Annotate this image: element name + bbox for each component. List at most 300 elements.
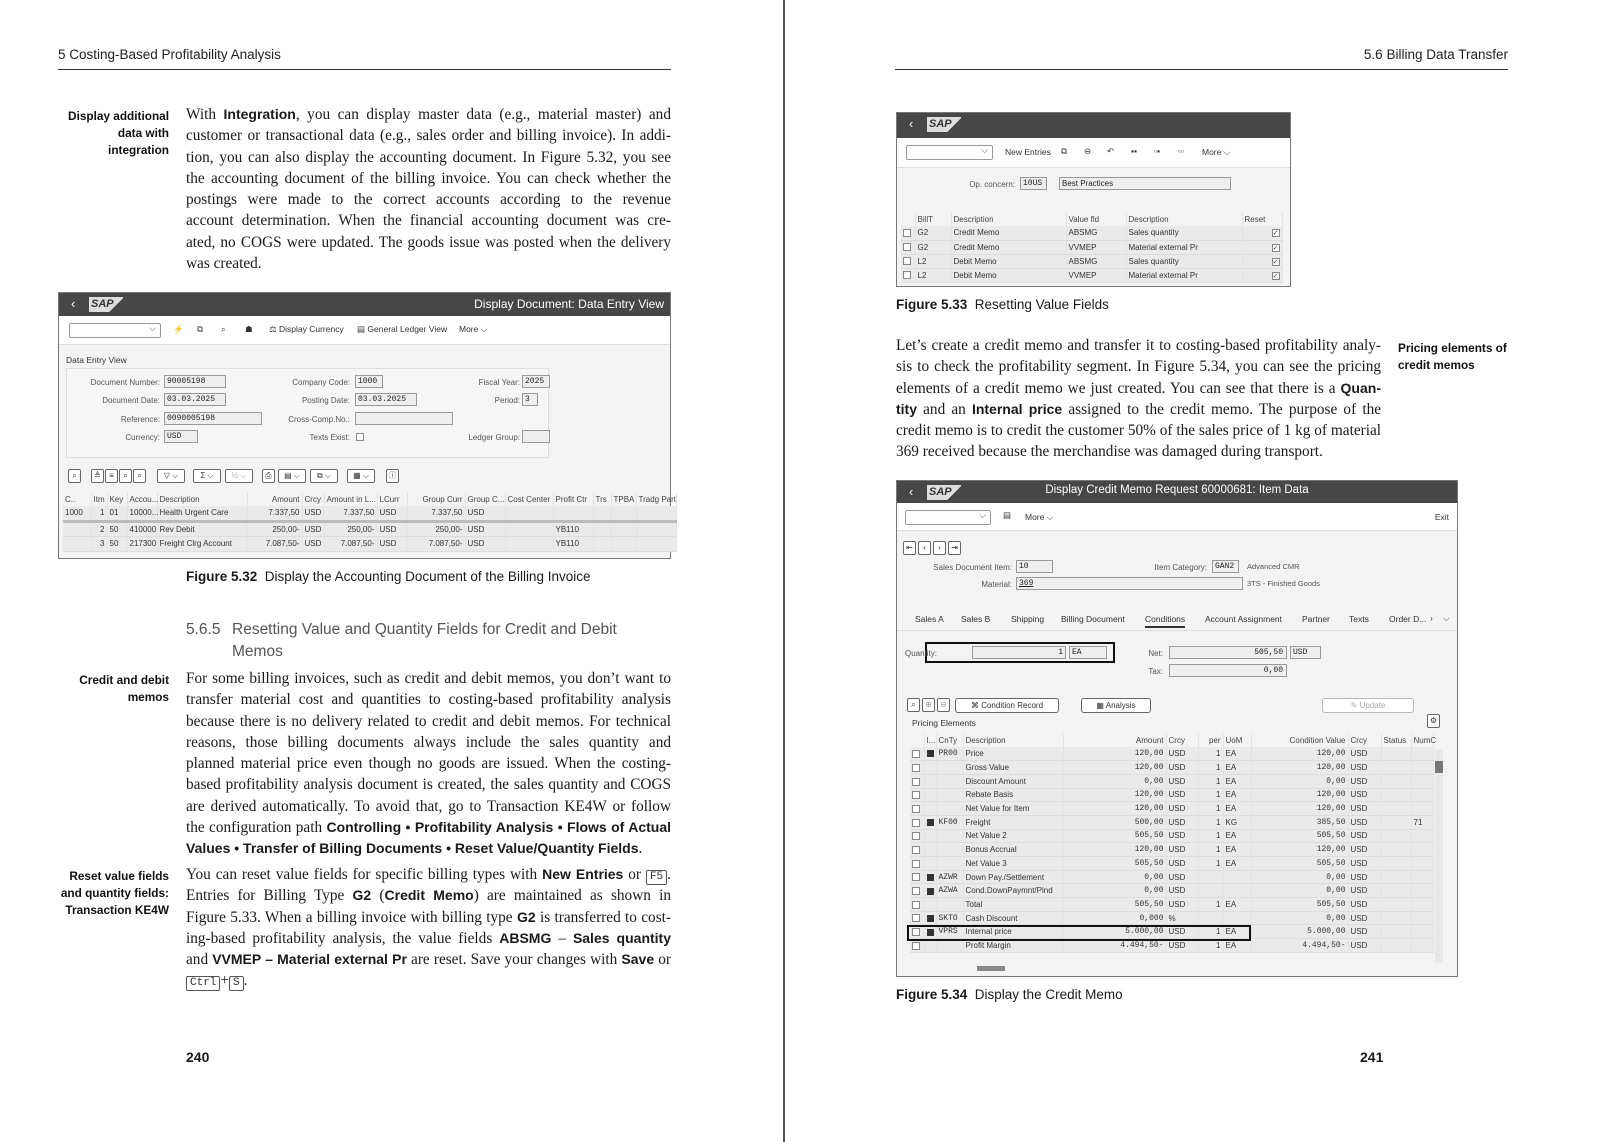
checkbox[interactable] — [912, 860, 920, 868]
net-value-field[interactable]: 505,50 — [1169, 646, 1287, 659]
table-row[interactable] — [910, 884, 1433, 898]
column-header[interactable]: Profit Ctr — [553, 493, 593, 506]
page-number-right: 241 — [1360, 1049, 1384, 1065]
column-header[interactable]: Crcy — [1348, 734, 1381, 747]
table-cell: Sales quantity — [1126, 254, 1242, 268]
reset-value-fields-table — [901, 213, 1283, 283]
table-row[interactable] — [63, 506, 676, 521]
sap-logo: SAP — [927, 117, 961, 132]
tab-partner[interactable]: Partner — [1302, 614, 1330, 624]
table-cell: PR00 — [936, 747, 963, 761]
table-cell: Net Value 2 — [963, 829, 1063, 843]
sales-document-item-field[interactable]: 10 — [1016, 560, 1053, 573]
table-cell: 120,00 — [1251, 843, 1348, 857]
table-cell — [505, 506, 553, 521]
table-cell — [1381, 761, 1411, 775]
column-header[interactable]: Description — [951, 213, 1066, 226]
table-row[interactable] — [910, 829, 1433, 843]
table-cell — [1411, 911, 1433, 925]
settings-icon[interactable]: ⚙ — [1427, 714, 1440, 728]
reset-checkbox-cell[interactable] — [1242, 254, 1282, 268]
checkbox[interactable] — [903, 257, 911, 265]
figure-5-33-screenshot — [896, 112, 1291, 287]
column-header[interactable]: UoM — [1223, 734, 1251, 747]
period-field[interactable]: 3 — [522, 393, 538, 406]
text-run: based profitability analysis document is created, the sales quantity and COGS — [186, 776, 671, 794]
square-icon — [927, 888, 934, 895]
text-line — [186, 732, 671, 753]
reset-checkbox-cell[interactable] — [1242, 240, 1282, 254]
margin-note-credit-debit — [40, 672, 169, 706]
reset-checkbox-checked[interactable]: ✓ — [1272, 230, 1279, 238]
checkbox[interactable] — [912, 873, 920, 881]
table-row[interactable] — [910, 788, 1433, 802]
table-cell — [936, 774, 963, 788]
condition-record-button[interactable]: ⌘ Condition Record — [955, 698, 1059, 713]
table-cell: 10000... — [127, 506, 157, 521]
table-cell: Credit Memo — [951, 240, 1066, 254]
cross-comp-field[interactable] — [355, 412, 453, 425]
display-currency-button[interactable]: ⚖ Display Currency — [269, 324, 344, 334]
text-run: sis to check the profitability segment. In Figure 5.34, you can see the pricing — [896, 358, 1381, 376]
table-cell: Bonus Accrual — [963, 843, 1063, 857]
toolbar-icon-2[interactable]: ⧉ — [197, 324, 204, 334]
note-line: and quantity fields: — [60, 886, 169, 900]
op-concern-field[interactable]: 10US — [1020, 177, 1047, 190]
document-date-field[interactable]: 03.03.2025 — [164, 393, 226, 406]
row-select-checkbox[interactable] — [910, 761, 924, 775]
info-icon[interactable]: ⓘ — [386, 469, 399, 483]
first-item-icon[interactable]: ⇤ — [903, 541, 916, 555]
save-icon[interactable]: ▤ — [1003, 510, 1012, 520]
tab-scroll-right-icon[interactable]: › — [1430, 613, 1433, 623]
ledger-group-field[interactable] — [522, 430, 550, 443]
column-header[interactable]: Amount — [247, 493, 302, 506]
column-header[interactable] — [910, 734, 924, 747]
header-rule — [895, 69, 1508, 70]
table-cell — [1411, 884, 1433, 898]
checkbox[interactable] — [912, 846, 920, 854]
back-icon[interactable]: ‹ — [909, 484, 914, 499]
bold-term: tity — [896, 400, 917, 417]
posting-date-field[interactable]: 03.03.2025 — [355, 393, 417, 406]
more-menu[interactable]: More ⌵ — [1202, 147, 1231, 157]
filter-icon[interactable]: ▽ ⌵ — [157, 469, 185, 483]
tax-field[interactable]: 0,00 — [1169, 664, 1287, 677]
column-header[interactable]: Description — [963, 734, 1063, 747]
figure-5-32-caption — [186, 569, 590, 584]
table-row[interactable] — [901, 240, 1282, 254]
table-cell — [505, 521, 553, 536]
text-run: You can reset value fields for specific billing types with — [186, 866, 543, 883]
next-item-icon[interactable]: › — [933, 541, 946, 555]
table-row[interactable] — [901, 268, 1282, 282]
column-header[interactable]: Reset — [1242, 213, 1282, 226]
column-header[interactable]: Status — [1381, 734, 1411, 747]
button-label: Condition Record — [981, 701, 1044, 710]
table-cell: 505,50 — [1251, 898, 1348, 912]
tab-account-assignment[interactable]: Account Assignment — [1205, 614, 1283, 624]
new-entries-button[interactable]: New Entries — [1005, 147, 1051, 157]
row-select-checkbox[interactable] — [910, 898, 924, 912]
checkbox[interactable] — [903, 243, 911, 251]
row-select-checkbox[interactable] — [901, 268, 915, 282]
column-header[interactable]: Condition Value — [1251, 734, 1348, 747]
checkbox[interactable] — [912, 764, 920, 772]
text-line — [186, 970, 671, 991]
checkbox[interactable] — [912, 914, 920, 922]
net-currency-field[interactable]: USD — [1290, 646, 1321, 659]
table-cell: 1 — [91, 506, 107, 521]
row-select-checkbox[interactable] — [910, 884, 924, 898]
label: Tax: — [1148, 667, 1163, 676]
column-header[interactable]: I... — [924, 734, 936, 747]
item-category-description: Advanced CMR — [1247, 562, 1300, 571]
pricing-elements-table — [910, 734, 1437, 953]
table-cell: USD — [1348, 774, 1381, 788]
condition-indicator-icon — [924, 884, 936, 898]
checkbox[interactable] — [903, 229, 911, 237]
reference-field[interactable]: 0090005198 — [164, 412, 262, 425]
table-cell: 7.337,50 — [324, 506, 377, 521]
copy-icon[interactable]: ⧉ — [1061, 146, 1068, 156]
document-number-field[interactable]: 90005198 — [164, 375, 226, 388]
reset-checkbox-checked[interactable]: ✓ — [1272, 258, 1279, 266]
search-icon[interactable]: ⌕ — [221, 324, 226, 334]
find-icon[interactable]: ⌕ — [119, 469, 132, 483]
reset-checkbox-checked[interactable]: ✓ — [1272, 272, 1279, 280]
table-cell: G2 — [915, 240, 951, 254]
table-row[interactable] — [63, 521, 676, 536]
checkbox[interactable] — [912, 901, 920, 909]
table-cell: Sales quantity — [1126, 226, 1242, 240]
table-row[interactable] — [910, 802, 1433, 816]
tab-sales-a[interactable]: Sales A — [915, 614, 944, 624]
column-header[interactable]: Accou... — [127, 493, 157, 506]
table-cell: SKTO — [936, 911, 963, 925]
checkbox[interactable] — [912, 750, 920, 758]
quantity-field[interactable]: 1 — [972, 646, 1066, 659]
row-select-checkbox[interactable] — [910, 774, 924, 788]
text-run: , you can display master data (e.g., material master) and — [295, 106, 671, 123]
deselect-all-icon[interactable]: ▫▫ — [1178, 146, 1185, 156]
table-cell: 120,00 — [1063, 843, 1166, 857]
row-select-checkbox[interactable] — [901, 254, 915, 268]
column-header[interactable]: per — [1198, 734, 1223, 747]
keyboard-key: F5 — [646, 870, 667, 885]
column-header[interactable]: Group C... — [465, 493, 505, 506]
table-cell: USD — [1166, 925, 1198, 939]
row-select-checkbox[interactable] — [910, 802, 924, 816]
checkbox[interactable] — [912, 819, 920, 827]
column-header[interactable]: Amount in L... — [324, 493, 377, 506]
table-cell: 120,00 — [1063, 747, 1166, 761]
tab-order-d-[interactable]: Order D... — [1389, 614, 1427, 624]
label: Ledger Group: — [468, 433, 520, 442]
column-header[interactable]: Description — [1126, 213, 1242, 226]
table-row[interactable] — [910, 843, 1433, 857]
subtotal-icon[interactable]: ½ ⌵ — [225, 469, 253, 483]
print-icon[interactable]: ⎙ — [262, 469, 275, 483]
table-row[interactable] — [910, 815, 1433, 829]
header-row — [63, 493, 676, 506]
figure-5-34-caption — [896, 987, 1123, 1002]
table-row[interactable] — [910, 898, 1433, 912]
text-line — [186, 949, 671, 970]
text-line — [896, 356, 1381, 377]
text-run: or — [623, 866, 646, 883]
text-line — [186, 711, 671, 732]
table-cell: VVMEP — [1066, 240, 1126, 254]
table-row[interactable] — [910, 774, 1433, 788]
button-label: Update — [1359, 701, 1386, 710]
column-header[interactable]: NumC — [1411, 734, 1433, 747]
note-line: Transaction KE4W — [65, 903, 169, 917]
table-cell: 0,00 — [1251, 911, 1348, 925]
condition-indicator-icon — [924, 870, 936, 884]
text-line — [896, 420, 1381, 441]
table-cell: USD — [1348, 747, 1381, 761]
column-header[interactable]: Crcy — [302, 493, 324, 506]
table-cell: AZWA — [936, 884, 963, 898]
table-row[interactable] — [910, 747, 1433, 761]
column-header[interactable]: Description — [157, 493, 247, 506]
column-header[interactable]: Key — [107, 493, 127, 506]
keyboard-key: S — [229, 976, 244, 991]
text-run: because there is no delivery related to credit and debit memos. For technical — [186, 712, 671, 730]
export-icon[interactable]: ▤ ⌵ — [278, 469, 306, 483]
table-cell — [636, 536, 676, 551]
fiscal-year-field[interactable]: 2025 — [522, 375, 550, 388]
table-cell: USD — [1348, 815, 1381, 829]
column-header[interactable]: Itm — [91, 493, 107, 506]
table-cell: 0,00 — [1251, 774, 1348, 788]
find-next-icon[interactable]: ⌕ — [133, 469, 146, 483]
layout-icon[interactable]: ⧉ ⌵ — [310, 469, 338, 483]
text-run: Figure 5.33. When a billing invoice with billing type — [186, 908, 517, 926]
texts-exist-checkbox[interactable] — [356, 433, 364, 441]
more-menu[interactable]: More ⌵ — [1025, 512, 1054, 522]
column-header[interactable]: Value fld — [1066, 213, 1126, 226]
toolbar-icon-1[interactable]: ⚡ — [173, 324, 184, 334]
vertical-scrollbar[interactable] — [1435, 749, 1443, 963]
column-header[interactable]: TPBA — [611, 493, 636, 506]
table-cell: G2 — [915, 226, 951, 240]
update-button[interactable]: ✎ Update — [1322, 698, 1414, 713]
checkbox[interactable] — [912, 887, 920, 895]
table-cell: 5.000,00 — [1251, 925, 1348, 939]
quantity-unit-field[interactable]: EA — [1069, 646, 1107, 659]
text-run: or — [654, 951, 671, 969]
column-header[interactable]: LCurr — [377, 493, 407, 506]
table-cell: USD — [1348, 884, 1381, 898]
square-icon — [927, 915, 934, 922]
row-select-checkbox[interactable] — [910, 911, 924, 925]
zoom-icon[interactable]: ⌕ — [907, 698, 920, 712]
row-select-checkbox[interactable] — [910, 815, 924, 829]
more-menu[interactable]: More ⌵ — [459, 324, 488, 334]
select-block-icon[interactable]: ▫▪ — [1154, 146, 1161, 156]
table-cell — [924, 774, 936, 788]
table-row[interactable] — [910, 761, 1433, 775]
row-select-checkbox[interactable] — [910, 870, 924, 884]
table-header — [910, 734, 1437, 747]
checkbox[interactable] — [912, 805, 920, 813]
column-header[interactable]: Group Curr — [407, 493, 465, 506]
table-cell: 1 — [1198, 925, 1223, 939]
table-cell: 385,50 — [1251, 815, 1348, 829]
column-header[interactable] — [901, 213, 915, 226]
horizontal-scrollbar[interactable] — [977, 966, 1005, 971]
table-cell: Price — [963, 747, 1063, 761]
table-cell — [1381, 747, 1411, 761]
table-cell: USD — [302, 506, 324, 521]
table-cell — [924, 898, 936, 912]
column-header[interactable]: C.. — [63, 493, 91, 506]
note-line: integration — [108, 143, 169, 157]
general-ledger-view-button[interactable]: ▤ General Ledger View — [357, 324, 448, 334]
table-cell — [1381, 925, 1411, 939]
column-header[interactable]: Trs — [593, 493, 611, 506]
undo-icon[interactable]: ↶ — [1107, 146, 1115, 156]
table-cell: USD — [377, 536, 407, 551]
text-run: and an — [917, 400, 972, 418]
exit-button[interactable]: Exit — [1434, 512, 1449, 522]
table-cell: 50 — [107, 521, 127, 536]
prev-item-icon[interactable]: ‹ — [918, 541, 931, 555]
row-select-checkbox[interactable] — [910, 747, 924, 761]
command-dropdown[interactable] — [905, 510, 991, 525]
details-icon[interactable]: ⌕ — [68, 469, 81, 483]
last-item-icon[interactable]: ⇥ — [948, 541, 961, 555]
table-cell: Rebate Basis — [963, 788, 1063, 802]
tab-conditions[interactable]: Conditions — [1145, 614, 1185, 628]
table-cell — [924, 829, 936, 843]
row-select-checkbox[interactable] — [901, 240, 915, 254]
table-row[interactable] — [901, 226, 1282, 240]
row-select-checkbox[interactable] — [910, 829, 924, 843]
delete-icon[interactable]: ⊖ — [1084, 146, 1092, 156]
table-cell: 7.087,50- — [247, 536, 302, 551]
tab-list-chevron-icon[interactable]: ⌵ — [1443, 613, 1450, 623]
currency-field[interactable]: USD — [164, 430, 198, 443]
sap-logo: SAP — [89, 297, 123, 312]
tab-billing-document[interactable]: Billing Document — [1061, 614, 1125, 624]
text-line — [896, 399, 1381, 420]
text-run: Entries for Billing Type — [186, 887, 353, 905]
command-dropdown[interactable] — [906, 145, 993, 160]
table-cell: EA — [1223, 939, 1251, 953]
table-row[interactable] — [63, 536, 676, 551]
tab-texts[interactable]: Texts — [1349, 614, 1369, 624]
bold-term: Integration — [223, 106, 296, 122]
reset-checkbox-cell[interactable] — [1242, 226, 1282, 240]
tab-shipping[interactable]: Shipping — [1011, 614, 1045, 624]
figure-5-34-screenshot — [896, 480, 1458, 977]
material-field[interactable]: 369 — [1016, 577, 1243, 590]
row-select-checkbox[interactable] — [901, 226, 915, 240]
table-cell — [1411, 761, 1433, 775]
company-code-field[interactable]: 1000 — [355, 375, 383, 388]
row-select-checkbox[interactable] — [910, 788, 924, 802]
command-dropdown[interactable] — [69, 323, 161, 338]
margin-note-reset — [40, 868, 169, 919]
back-icon[interactable]: ‹ — [71, 296, 76, 311]
table-cell — [1411, 802, 1433, 816]
table-cell: YB110 — [553, 536, 593, 551]
checkbox[interactable] — [912, 791, 920, 799]
text-run: . — [243, 972, 248, 990]
table-cell: Rev Debit — [157, 521, 247, 536]
margin-note-pricing — [1398, 340, 1528, 374]
reset-checkbox-cell[interactable] — [1242, 268, 1282, 282]
checkbox[interactable] — [912, 778, 920, 786]
note-line: credit memos — [1398, 358, 1475, 372]
table-cell: 1000 — [63, 506, 91, 521]
table-cell: KG — [1223, 815, 1251, 829]
table-row[interactable] — [901, 254, 1282, 268]
sort-desc-icon[interactable]: ≡ — [105, 469, 118, 483]
column-header[interactable]: CnTy — [936, 734, 963, 747]
table-cell: 1 — [1198, 843, 1223, 857]
table-cell: Gross Value — [963, 761, 1063, 775]
table-cell: 1 — [1198, 829, 1223, 843]
checkbox[interactable] — [912, 942, 920, 950]
tab-strip — [897, 609, 1457, 631]
toolbar-icon-4[interactable]: ☗ — [245, 324, 253, 334]
running-head-right: 5.6 Billing Data Transfer — [1363, 47, 1508, 62]
table-cell: EA — [1223, 898, 1251, 912]
text-run: ( — [371, 887, 385, 905]
column-header[interactable]: Amount — [1063, 734, 1166, 747]
table-cell: 500,00 — [1063, 815, 1166, 829]
table-row[interactable] — [910, 870, 1433, 884]
text-run: the configuration path — [186, 819, 327, 837]
checkbox[interactable] — [912, 832, 920, 840]
table-cell — [1381, 884, 1411, 898]
back-icon[interactable]: ‹ — [909, 116, 914, 131]
table-cell: 0,00 — [1251, 870, 1348, 884]
table-cell — [553, 506, 593, 521]
tab-sales-b[interactable]: Sales B — [961, 614, 991, 624]
column-header[interactable]: Cost Center — [505, 493, 553, 506]
bold-term: Values • Transfer of Billing Documents • Reset Value/Quantity Fields — [186, 840, 639, 857]
grid-icon[interactable]: ▦ ⌵ — [347, 469, 375, 483]
table-row[interactable] — [910, 857, 1433, 871]
table-cell — [1411, 774, 1433, 788]
sum-icon[interactable]: Σ ⌵ — [193, 469, 221, 483]
table-cell: Freight — [963, 815, 1063, 829]
reset-checkbox-checked[interactable]: ✓ — [1272, 244, 1279, 252]
remove-icon[interactable]: ⊖ — [937, 698, 950, 712]
row-select-checkbox[interactable] — [910, 843, 924, 857]
item-category-field[interactable]: GAN2 — [1212, 560, 1239, 573]
sort-asc-icon[interactable]: ≜ — [91, 469, 104, 483]
table-header — [63, 493, 676, 506]
column-header[interactable]: Tradg Part — [636, 493, 676, 506]
analysis-button[interactable]: ▦ Analysis — [1081, 698, 1151, 713]
column-header[interactable]: BillT — [915, 213, 951, 226]
checkbox[interactable] — [903, 271, 911, 279]
select-all-icon[interactable]: ▪▪ — [1131, 146, 1138, 156]
column-header[interactable]: Crcy — [1166, 734, 1198, 747]
table-row[interactable] — [910, 911, 1433, 925]
text-run: are reset. Save your changes with — [406, 951, 622, 969]
text-line — [186, 838, 671, 859]
label: Posting Date: — [301, 396, 350, 405]
row-select-checkbox[interactable] — [910, 857, 924, 871]
add-icon[interactable]: ⊕ — [922, 698, 935, 712]
